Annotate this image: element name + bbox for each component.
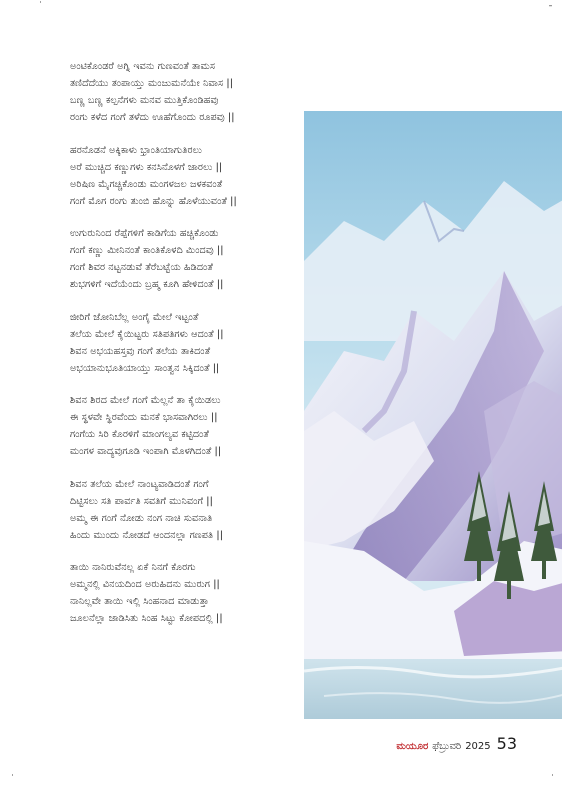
poem-line: ಉಗುರುನಿಂದ ರೆಪ್ಪೆಗಳಿಗೆ ಕಾಡಿಗೆಯ ಹಚ್ಚಿಕೊಂಡು bbox=[70, 228, 219, 239]
poem-line: ಅಂಟಿಕೊಂಡರೆ ಅಗ್ನಿ ಇವನು ಗುಣವಂತೆ ತಾಮಸ bbox=[70, 61, 216, 72]
crop-mark-top-left: ˙ bbox=[38, 1, 43, 12]
crop-mark-top-right: ¯ bbox=[548, 5, 553, 16]
poem-line: ಶಿವನ ತಲೆಯ ಮೇಲೆ ನಾಂಟ್ಯವಾಡಿದಂತೆ ಗಂಗೆ bbox=[70, 478, 209, 490]
himalaya-illustration bbox=[304, 111, 562, 719]
poem-line: ಜೂಲನೆಲ್ಲಾ ಜಾಡಿಸಿತು ಸಿಂಹ ಸಿಟ್ಟು ಕೋಪದಲ್ಲಿ || bbox=[70, 613, 223, 624]
poem-line: ಬಣ್ಣ ಬಣ್ಣ ಕಲ್ಪನೆಗಳು ಮನವ ಮುತ್ತಿಕೊಂಡಿಹವು bbox=[70, 95, 219, 106]
poem-line: ನಾನಿಲ್ಲವೇ ತಾಯಿ ಇಲ್ಲಿ ಸಿಂಹನಾದ ಮಾಡುತ್ತಾ bbox=[70, 596, 209, 607]
poem-line: ಅಮ್ಮ ಈ ಗಂಗೆ ನೋಡು ನಂಗ ನಾಚಿ ಸುವನಾತಿ bbox=[70, 512, 213, 524]
magazine-name: ಮಯೂರ bbox=[396, 741, 429, 752]
poem-line: ಅರಿಷಿಣ ಮೈಗಚ್ಚಿಕೊಂಡು ಮಂಗಳಜಲ ಜಳಕವಂತೆ bbox=[70, 178, 223, 190]
poem-line: ದಿಟ್ಟಿಸಲು ಸತಿ ಪಾರ್ವತಿ ಸವತಿಗೆ ಮುನಿವಂಗೆ || bbox=[70, 495, 213, 507]
poem-line: ಅಭಯಾನುಭೂತಿಯಾಯ್ತು ಸಾಂತ್ವನ ಸಿಕ್ಕಿದಂತೆ || bbox=[70, 362, 220, 374]
poem-line: ತಣಿದೆದೆಯು ತಂಪಾಯ್ತು ಮಂಜುಮನೆಯೇ ನಿವಾಸ || bbox=[70, 78, 234, 89]
issue-year: 2025 bbox=[465, 741, 491, 752]
page-footer bbox=[396, 734, 517, 753]
mountain-painting bbox=[304, 111, 562, 719]
poem-line: ಶಿವನ ಶಿರದ ಮೇಲೆ ಗಂಗೆ ಮೆಲ್ಲನೆ ತಾ ಕೈಯಿಡಲು bbox=[70, 395, 221, 406]
crop-mark-bottom-right: ˙ bbox=[550, 774, 555, 785]
poem-line: ಈ ಸ್ಥಳವೇ ಸ್ಥಿರವೆಂದು ಮನಕೆ ಭಾಸವಾಗಿರಲು || bbox=[70, 412, 218, 423]
issue-month: ಫೆಬ್ರುವರಿ bbox=[432, 741, 462, 752]
poem-line: ಜೀರಿಗೆ ಜೋನಿಬೆಲ್ಲ ಅಂಗೈ ಮೇಲೆ ಇಟ್ಟಂತೆ bbox=[70, 311, 199, 323]
poem-line: ಅರೆ ಮುಚ್ಚಿದ ಕಣ್ಣುಗಳು ಕನಸಿನೊಳಗೆ ಜಾರಲು || bbox=[70, 161, 223, 173]
poem-line: ಗಂಗೆ ಕಣ್ಣು ಮೀನಿನಂತೆ ಕಾಂತಿಕೊಳದಿ ಮಿಂದವು || bbox=[70, 245, 224, 256]
poem-line: ಹರನೊಡನೆ ಅಕ್ಕಿಕಾಳು ಭ್ರಾಂತಿಯಾಗುತಿರಲು bbox=[70, 144, 203, 156]
crop-mark-bottom-left: ˙ bbox=[10, 774, 15, 785]
page-number: 53 bbox=[496, 734, 517, 753]
poem-line: ರಂಗು ಕಳೆದ ಗಂಗೆ ತಳೆದು ಊಹೆಗೊಂದು ರೂಪವು || bbox=[70, 112, 235, 123]
poem-line: ತಲೆಯ ಮೇಲೆ ಕೈಯಿಟ್ಟರು ಸತಿಪತಿಗಳು ಆದಂತೆ || bbox=[70, 328, 224, 340]
poem-line: ಮಂಗಳ ವಾದ್ಯವುಗೂಡಿ ಇಂಪಾಗಿ ಮೊಳಗಿದಂತೆ || bbox=[70, 446, 222, 457]
poem-line: ಹಿಂದು ಮುಂದು ನೋಡದೆ ಆಂದನಲ್ಲಾ ಗಣಪತಿ || bbox=[70, 529, 224, 541]
poem-line: ಗಂಗೆ ಶಿವರ ನಟ್ಟನಡುವೆ ತೆರೆಬಟ್ಟೆಯ ಹಿಡಿದಂತೆ bbox=[70, 262, 213, 273]
poem-line: ಶುಭಗಳಿಗೆ ಇದೆಯೆಂದು ಬ್ರಹ್ಮ ಕೂಗಿ ಹೇಳಿದಂತೆ || bbox=[70, 279, 224, 290]
poem-line: ಶಿವನ ಅಭಯಹಸ್ತವು ಗಂಗೆ ತಲೆಯ ತಾಕಿದಂತೆ bbox=[70, 345, 211, 357]
poem-line: ಗಂಗೆಯ ಸಿರಿ ಕೊರಳಿಗೆ ಮಾಂಗಲ್ಯವ ಕಟ್ಟಿದಂತೆ bbox=[70, 429, 209, 440]
poem-line: ತಾಯಿ ನಾನಿರುವೆನಲ್ಲ ಏಕೆ ನಿನಗೆ ಕೊರಗು bbox=[70, 562, 196, 573]
poem-line: ಅಮ್ಮನಲ್ಲಿ ವಿನಯದಿಂದ ಅರುಹಿದನು ಮುರುಗ || bbox=[70, 579, 220, 590]
poem-line: ಗಂಗೆ ಮೊಗ ರಂಗು ತುಂಬಿ ಹೊನ್ನು ಹೊಳೆಯುವಂತೆ || bbox=[70, 195, 237, 207]
